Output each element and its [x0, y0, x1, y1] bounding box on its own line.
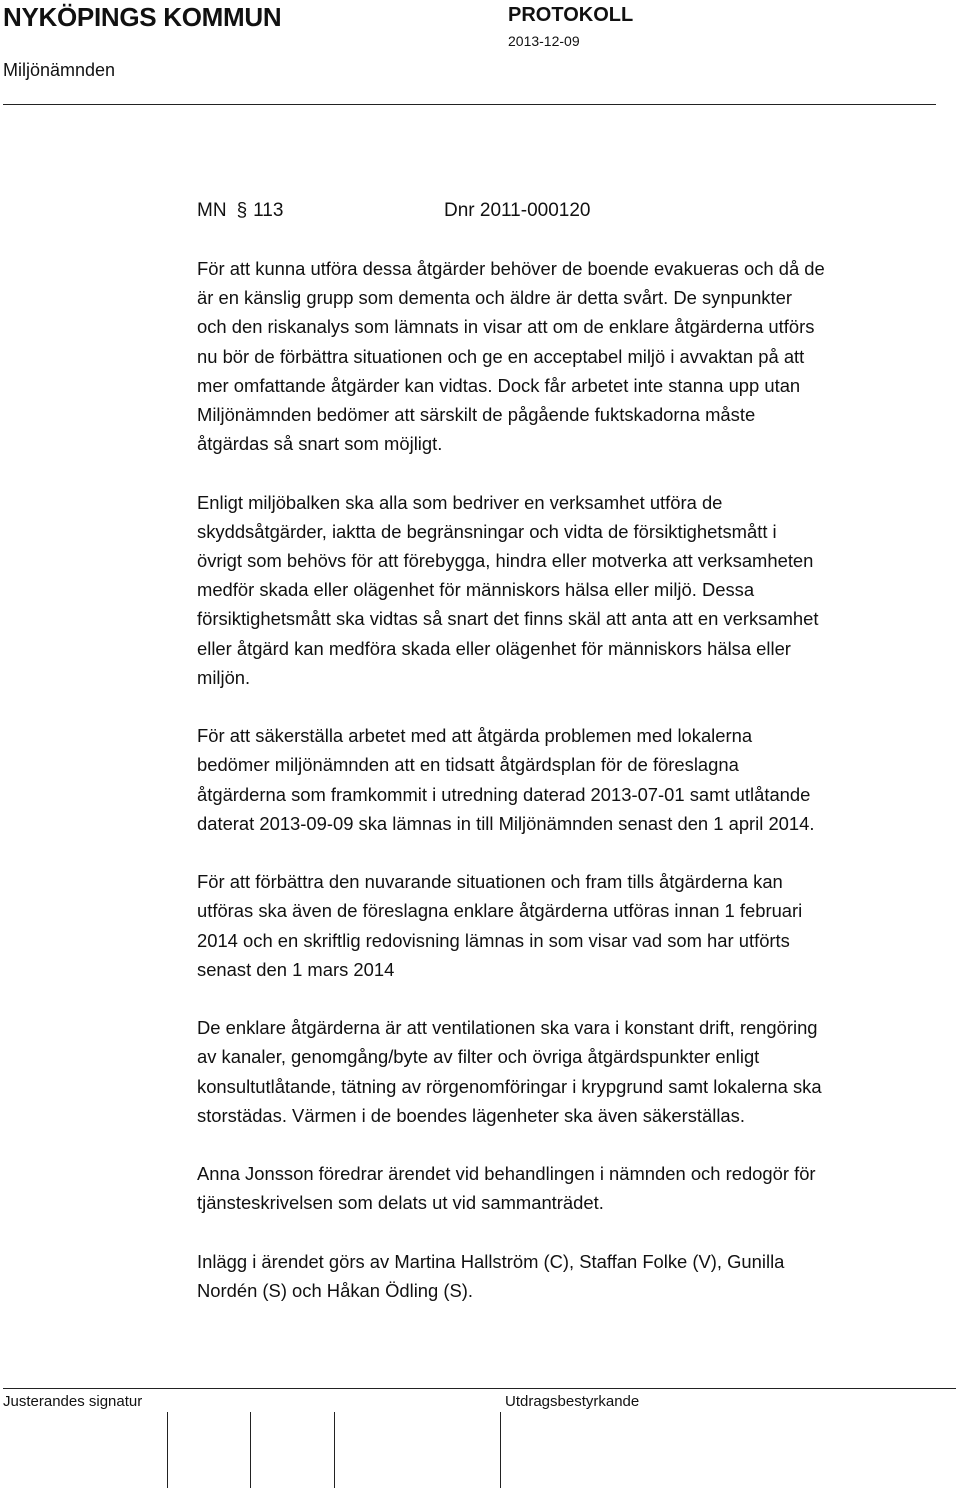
text-line: bedömer miljönämnden att en tidsatt åtgärdsplan för de föreslagna — [197, 754, 739, 776]
paragraph-simple-measures — [197, 1013, 937, 1130]
text-line: utföras ska även de föreslagna enklare åtgärderna utföras innan 1 februari — [197, 900, 803, 922]
text-line: eller åtgärd kan medföra skada eller olägenhet för människors hälsa eller — [197, 637, 791, 659]
text-line: är en känslig grupp som dementa och äldre är detta svårt. De synpunkter — [197, 287, 792, 309]
paragraph-presentation — [197, 1159, 937, 1217]
text-line: tjänsteskrivelsen som delats ut vid sammanträdet. — [197, 1192, 604, 1214]
document-type: PROTOKOLL — [508, 4, 634, 26]
signature-box-divider — [334, 1412, 335, 1488]
section-symbol: § — [236, 200, 248, 221]
text-line: miljön. — [197, 666, 251, 688]
text-line: åtgärdas så snart som möjligt. — [197, 433, 443, 455]
text-line: daterat 2013-09-09 ska lämnas in till Miljönämnden senast den 1 april 2014. — [197, 812, 815, 834]
text-line: Inlägg i ärendet görs av Martina Hallström (C), Staffan Folke (V), Gunilla — [197, 1250, 785, 1272]
text-line: medför skada eller olägenhet för människors hälsa eller miljö. Dessa — [197, 579, 755, 601]
header-divider — [3, 104, 936, 105]
section-number: 113 — [253, 200, 284, 221]
text-line: skyddsåtgärder, iaktta de begränsningar och vidta de försiktighetsmått i — [197, 520, 777, 542]
footer-divider — [3, 1388, 956, 1389]
document-date: 2013-12-09 — [508, 33, 580, 49]
text-line: Enligt miljöbalken ska alla som bedriver en verksamhet utföra de — [197, 491, 723, 513]
text-line: För att säkerställa arbetet med att åtgärda problemen med lokalerna — [197, 725, 753, 747]
paragraph-interim-measures — [197, 867, 937, 984]
signature-label: Justerandes signatur — [3, 1393, 143, 1410]
signature-box-divider — [167, 1412, 168, 1488]
text-line: För att kunna utföra dessa åtgärder behöver de boende evakueras och då de — [197, 258, 825, 279]
paragraph-contributions — [197, 1247, 937, 1305]
case-reference — [197, 200, 591, 222]
text-line: 2014 och en skriftlig redovisning lämnas in som visar vad som har utförts — [197, 929, 790, 951]
paragraph-evacuation — [197, 254, 937, 458]
text-line: mer omfattande åtgärder kan vidtas. Dock får arbetet inte stanna upp utan — [197, 374, 801, 396]
paragraph-legal-basis — [197, 488, 937, 692]
text-line: och den riskanalys som lämnats in visar att om de enklare åtgärderna utförs — [197, 316, 815, 338]
text-line: av kanaler, genomgång/byte av filter och övriga åtgärdspunkter enligt — [197, 1046, 760, 1068]
text-line: storstädas. Värmen i de boendes lägenheter ska även säkerställas. — [197, 1104, 745, 1126]
case-prefix: MN — [197, 200, 227, 221]
text-line: åtgärderna som framkommit i utredning daterad 2013-07-01 samt utlåtande — [197, 783, 811, 805]
diary-number: Dnr 2011-000120 — [444, 200, 591, 221]
text-line: Anna Jonsson föredrar ärendet vid behandlingen i nämnden och redogör för — [197, 1163, 816, 1185]
text-line: Miljönämnden bedömer att särskilt de pågående fuktskadorna måste — [197, 404, 756, 426]
text-line: övrigt som behövs för att förebygga, hindra eller motverka att verksamheten — [197, 550, 814, 572]
organization-name: NYKÖPINGS KOMMUN — [3, 2, 282, 32]
minutes-body — [197, 254, 937, 1305]
text-line: De enklare åtgärderna är att ventilationen ska vara i konstant drift, rengöring — [197, 1017, 818, 1039]
text-line: konsultutlåtande, tätning av rörgenomföringar i krypgrund samt lokalerna ska — [197, 1075, 822, 1097]
signature-box-divider — [250, 1412, 251, 1488]
text-line: För att förbättra den nuvarande situationen och fram tills åtgärderna kan — [197, 871, 783, 893]
signature-box-divider — [500, 1412, 501, 1488]
extract-certification-label: Utdragsbestyrkande — [505, 1393, 640, 1410]
text-line: Nordén (S) och Håkan Ödling (S). — [197, 1280, 473, 1302]
paragraph-action-plan — [197, 721, 937, 838]
text-line: senast den 1 mars 2014 — [197, 958, 395, 980]
committee-name: Miljönämnden — [3, 60, 116, 80]
text-line: nu bör de förbättra situationen och ge en acceptabel miljö i avvaktan på att — [197, 345, 805, 367]
text-line: försiktighetsmått ska vidtas så snart det finns skäl att anta att en verksamhet — [197, 608, 819, 630]
